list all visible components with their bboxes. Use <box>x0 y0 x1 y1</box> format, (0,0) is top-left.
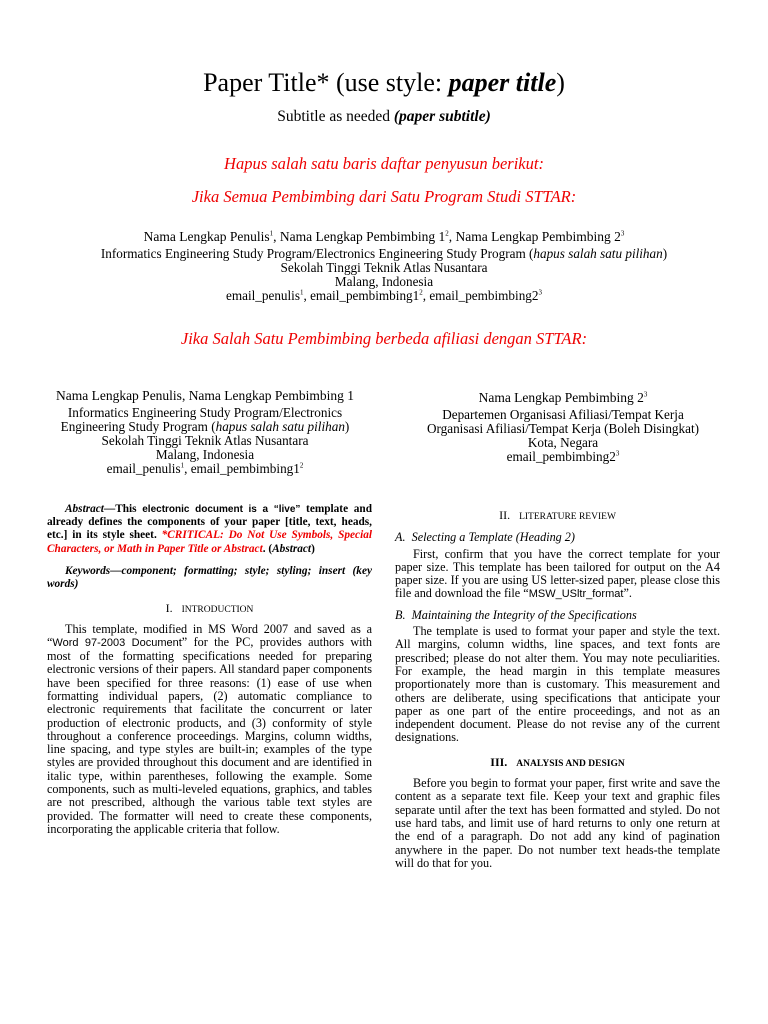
notice-line-2: Jika Semua Pembimbing dari Satu Program Studi STTAR: <box>191 187 577 206</box>
email-sup: 2 <box>419 288 423 297</box>
abstract-tail-emphasis: Abstract <box>272 542 312 555</box>
author-name-right <box>398 391 728 405</box>
affiliation-school: Sekolah Tinggi Teknik Atlas Nusantara <box>280 260 488 275</box>
subtitle-text: Subtitle as needed <box>277 108 394 125</box>
intro-doc-type: Word 97-2003 Document <box>52 636 182 649</box>
left-program-1: Informatics Engineering Study Program/Electronics <box>67 405 343 420</box>
subB-paragraph: The template is used to format your paper and style the text. All margins, column widths, line spaces, and text fonts are prescribed; please do not alter them. You may note peculiarities. For example, the head margin in this template measures proportionately more than is customary. This measurement and others are deliberate, using specifications that anticipate your paper as one part of the entire proceedings, and not as an independent document. Please do not revise any of the current designations. <box>395 624 720 745</box>
email-sup: 1 <box>299 288 304 297</box>
paper-subtitle <box>0 108 768 126</box>
left-school: Sekolah Tinggi Teknik Atlas Nusantara <box>101 433 309 448</box>
program-note: hapus salah satu pilihan <box>533 246 663 261</box>
right-dept: Departemen Organisasi Afiliasi/Tempat Kerja <box>442 407 684 422</box>
right-email <box>398 450 728 464</box>
program-close: ) <box>344 419 350 434</box>
abstract-dash: —This <box>103 503 143 515</box>
email: , email_pembimbing1 <box>184 461 300 476</box>
abstract-critical: *CRITICAL: Do Not Use Symbols, Special Characters, or Math in Paper Title or Abstract <box>47 529 372 555</box>
section-title: INTRODUCTION <box>181 605 254 616</box>
email: , email_pembimbing1 <box>303 288 420 303</box>
subheading-a <box>395 531 720 544</box>
author-names-single <box>0 229 768 245</box>
heading-analysis <box>395 756 720 771</box>
author-names-left: Nama Lengkap Penulis, Nama Lengkap Pembimbing 1 <box>55 388 355 403</box>
program-text: Engineering Study Program ( <box>60 419 216 434</box>
left-emails <box>40 462 370 476</box>
author-name: , Nama Lengkap Pembimbing 1 <box>273 229 446 244</box>
subheading-label: B. <box>395 607 406 622</box>
notice-line-3: Jika Salah Satu Pembimbing berbeda afiliasi dengan STTAR: <box>180 329 588 348</box>
abstract-text: template and already defines the components of your paper [title, text, heads, etc.] in its style sheet. <box>47 503 372 542</box>
abstract-mid: electronic document is a “live” <box>142 504 301 515</box>
abstract <box>47 503 372 556</box>
heading-introduction <box>47 602 372 617</box>
subheading-label: A. <box>395 530 406 545</box>
author-sup: 2 <box>445 229 449 238</box>
left-column <box>47 503 372 836</box>
subA-text-end: ”. <box>623 586 632 601</box>
abstract-tail: . ( <box>262 542 273 555</box>
subA-paragraph <box>395 548 720 602</box>
author-block-left <box>40 389 370 476</box>
affiliation-program <box>0 247 768 261</box>
affiliation-emails <box>0 289 768 303</box>
program-close: ) <box>662 246 668 261</box>
email-sup: 1 <box>180 461 185 470</box>
email: email_penulis <box>226 288 300 303</box>
author-sup: 3 <box>643 390 648 399</box>
author-block-right <box>398 391 728 464</box>
abstract-label: Abstract <box>65 503 104 515</box>
title-emphasis: paper title <box>448 68 557 97</box>
intro-paragraph <box>47 623 372 837</box>
right-org: Organisasi Afiliasi/Tempat Kerja (Boleh Disingkat) <box>426 421 700 436</box>
email-sup: 3 <box>615 449 620 458</box>
author-name: Nama Lengkap Penulis <box>143 229 270 244</box>
author-name: , Nama Lengkap Pembimbing 2 <box>448 229 621 244</box>
subheading-b <box>395 609 720 622</box>
subA-filename: MSW_USltr_format <box>528 588 624 601</box>
keywords-text: —component; formatting; style; styling; insert (key words) <box>47 564 372 591</box>
right-column <box>395 509 720 870</box>
subtitle-emphasis: (paper subtitle) <box>393 108 491 125</box>
email-sup: 3 <box>538 288 542 297</box>
program-text: Informatics Engineering Study Program/Electronics Engineering Study Program ( <box>100 246 534 261</box>
subheading-title: Maintaining the Integrity of the Specifications <box>411 607 637 622</box>
paper-title <box>0 68 768 98</box>
intro-text: This template, modified in MS Word 2007 and saved as a “ <box>47 621 372 649</box>
keywords <box>47 565 372 591</box>
notice-line-1: Hapus salah satu baris daftar penyusun berikut: <box>224 154 544 173</box>
analysis-paragraph: Before you begin to format your paper, first write and save the content as a separate text file. Keep your text and graphic files separate until after the text has been formatted and styled. Do not use hard tabs, and limit use of hard returns to only one return at the end of a paragraph. Do not add any kind of pagination anywhere in the paper. Do not number text heads-the template will do that for you. <box>395 776 720 870</box>
section-number: III. <box>490 754 508 769</box>
intro-text-rest: ” for the PC, provides authors with most of the formatting specifications needed for preparing electronic versions of their papers. All standard paper components have been specified for three reasons: (1) ease of use when formatting individual papers, (2) automatic compliance to electronic requirements that facilitate the concurrent or later production of electronic products, and (3) conformity of style throughout a conference proceedings. Margins, column widths, line spacing, and type styles are built-in; examples of the type styles are provided throughout this document and are identified in italic type, within parentheses, following the example. Some components, such as multi-leveled equations, graphics, and tables are not prescribed, although the various table text styles are provided. The formatter will need to create these components, incorporating the applicable criteria that follow. <box>47 634 373 836</box>
section-title: LITERATURE REVIEW <box>519 512 616 522</box>
email-sup: 2 <box>299 461 304 470</box>
program-note: hapus salah satu pilihan <box>215 419 345 434</box>
left-city: Malang, Indonesia <box>155 447 255 462</box>
author-sup: 1 <box>269 229 274 238</box>
title-text: Paper Title* (use style: <box>203 68 449 97</box>
email: email_pembimbing2 <box>506 449 616 464</box>
section-number: II. <box>499 508 511 522</box>
left-program-2 <box>40 420 370 434</box>
section-title: ANALYSIS AND DESIGN <box>516 758 625 769</box>
section-number: I. <box>165 601 173 616</box>
author-name: Nama Lengkap Pembimbing 2 <box>478 390 644 405</box>
subheading-title: Selecting a Template (Heading 2) <box>411 530 575 545</box>
email: email_penulis <box>106 461 181 476</box>
heading-literature-review <box>395 509 720 524</box>
affiliation-city: Malang, Indonesia <box>334 274 434 289</box>
subA-text: First, confirm that you have the correct template for your paper size. This template has been tailored for output on the A4 paper size. If you are using US letter-sized paper, please close this file and download the file “ <box>395 546 720 601</box>
author-sup: 3 <box>620 229 625 238</box>
right-city: Kota, Negara <box>527 435 599 450</box>
abstract-tail-close: ) <box>311 542 315 555</box>
title-close: ) <box>556 68 565 97</box>
email: , email_pembimbing2 <box>422 288 539 303</box>
keywords-label: Keywords <box>65 564 111 577</box>
